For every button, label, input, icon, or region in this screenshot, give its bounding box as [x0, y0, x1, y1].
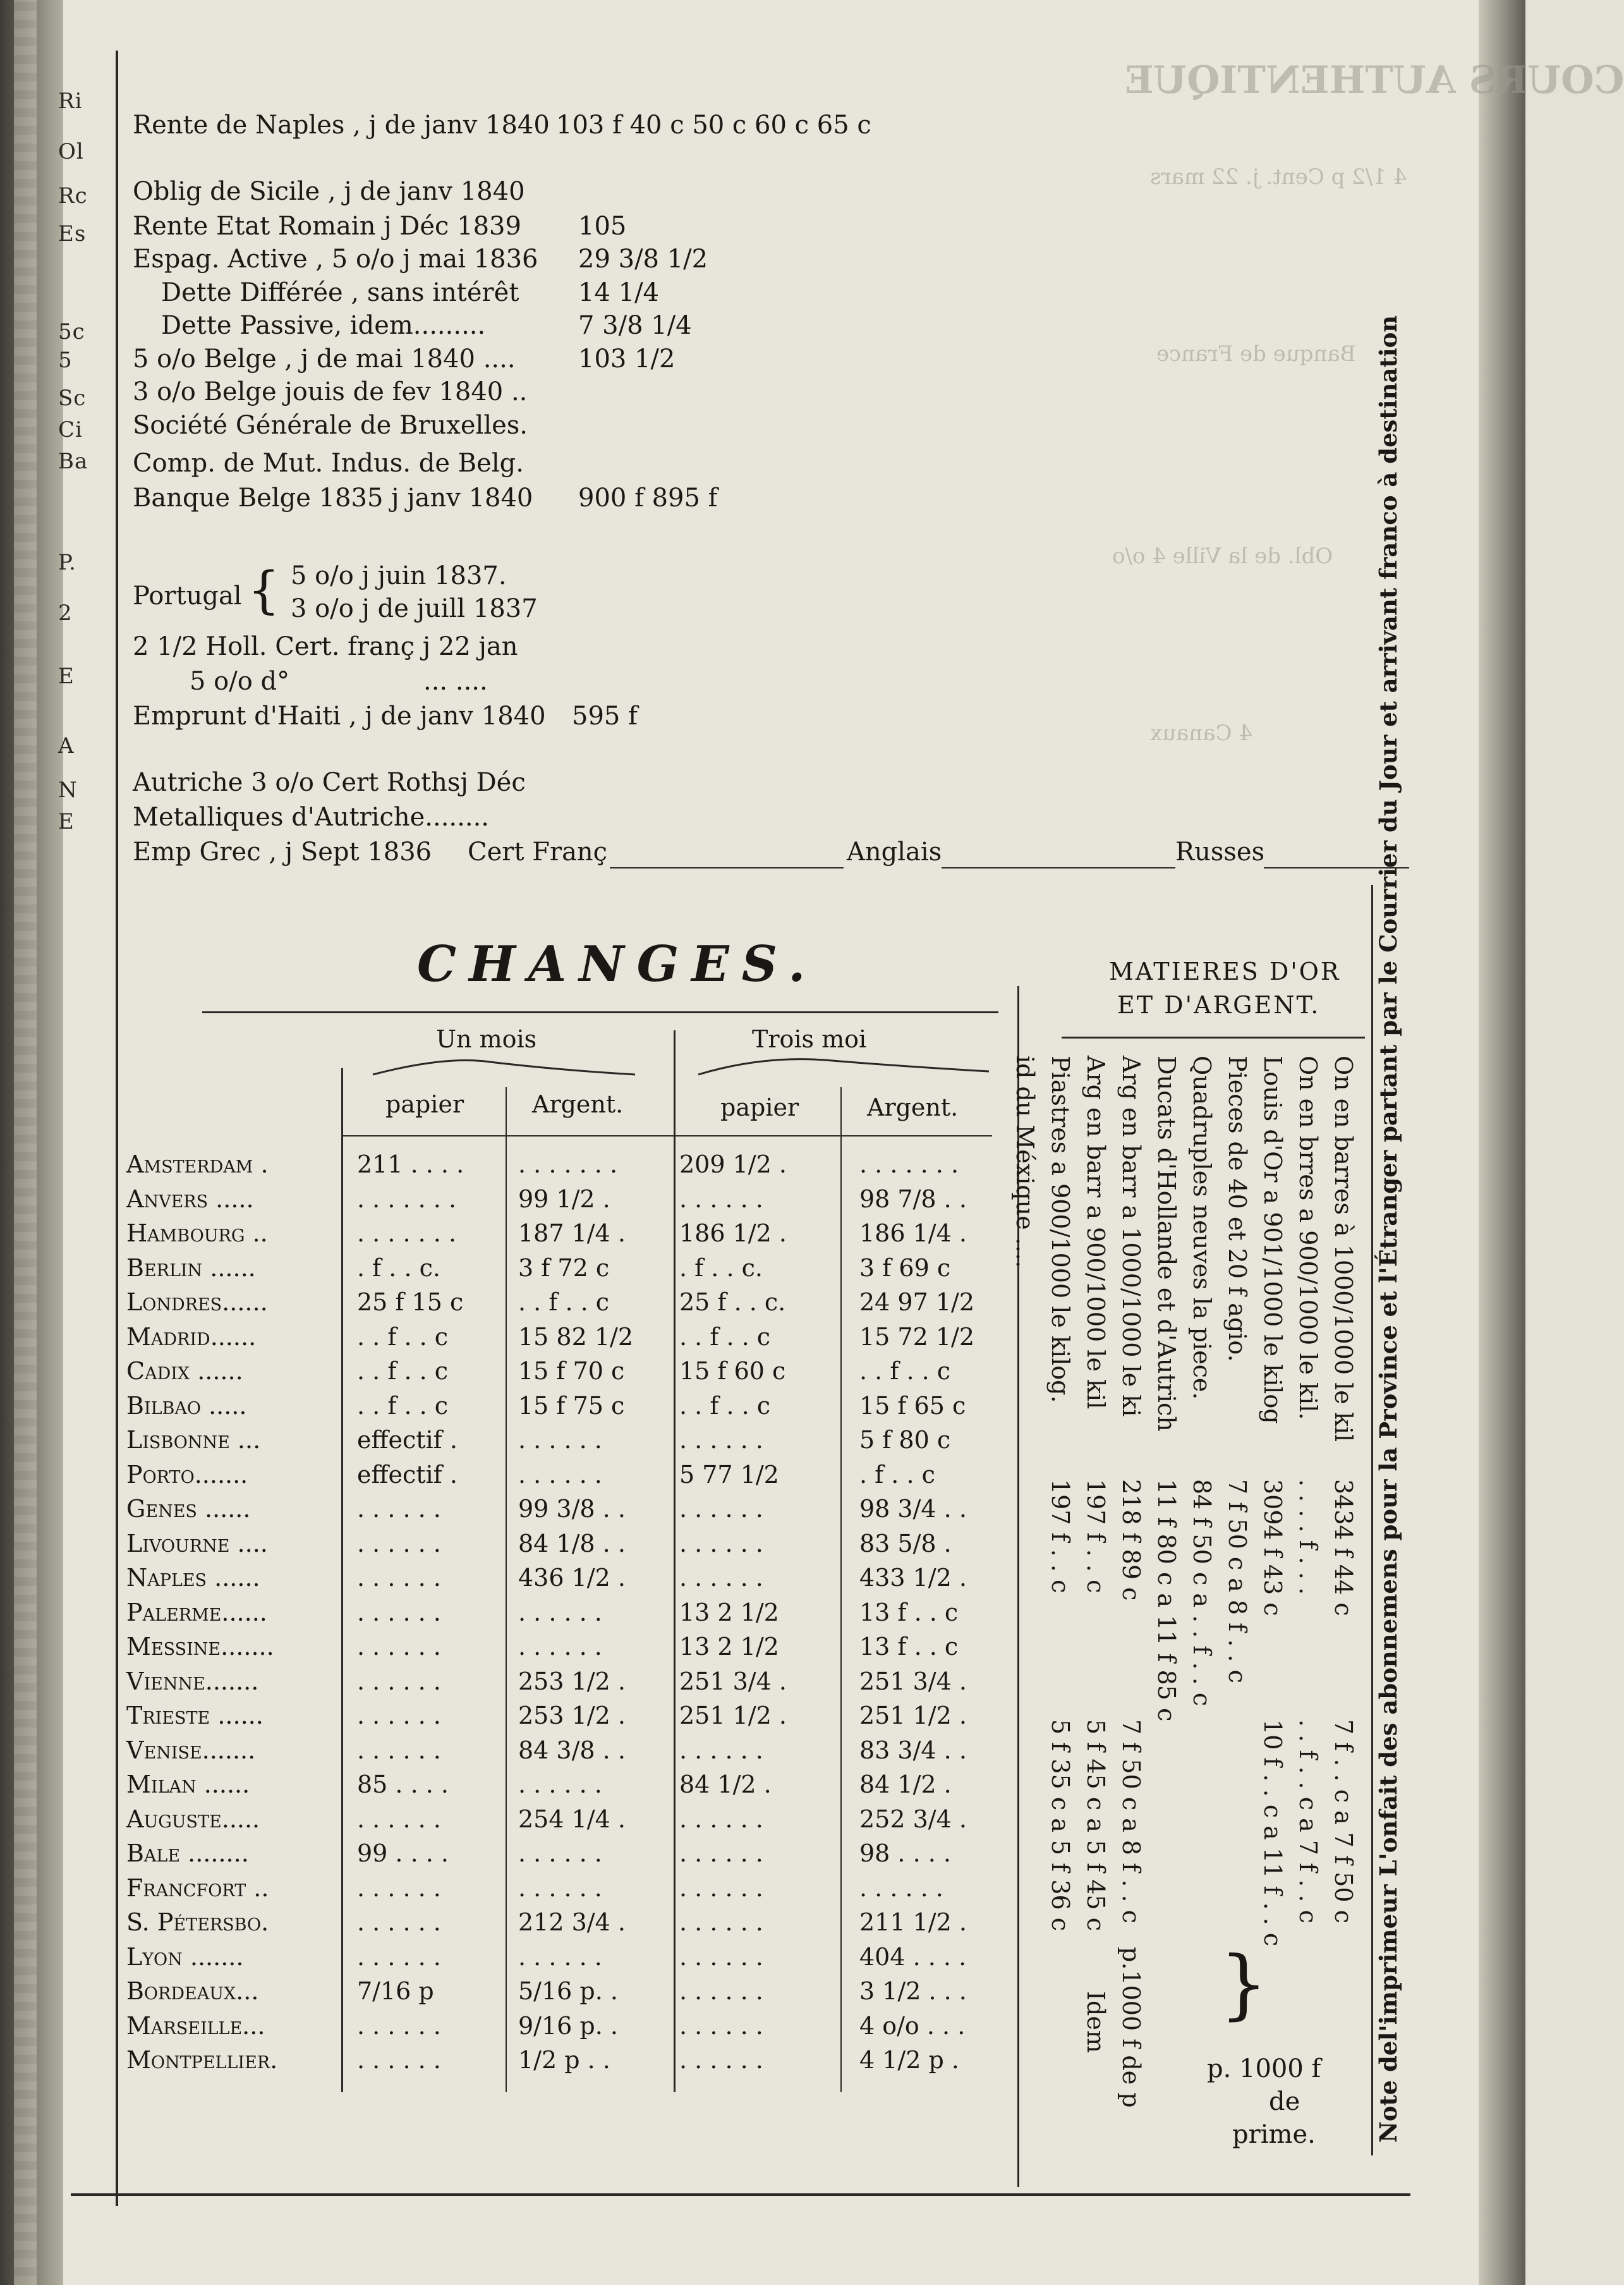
- bourse-name: Rente Etat Romain j Déc 1839: [133, 212, 521, 241]
- city-name: Porto.......: [126, 1461, 248, 1489]
- cell-papier-1: . . . . . .: [357, 2046, 441, 2074]
- city-name: Madrid......: [126, 1323, 257, 1351]
- cell-papier-3: . . . . . .: [679, 2046, 763, 2074]
- cell-papier-3: 251 1/2 .: [679, 1702, 787, 1729]
- changes-mid-rule: [674, 1030, 676, 2092]
- cell-papier-1: . . . . . .: [357, 1702, 441, 1729]
- cell-argent-3: 13 f . . c: [859, 1633, 959, 1660]
- cell-papier-3: . . . . . .: [679, 1736, 763, 1764]
- cell-argent-1: . . f . . c: [518, 1288, 610, 1316]
- bourse-name: 2 1/2 Holl. Cert. franç j 22 jan: [133, 632, 518, 661]
- cell-argent-1: 15 82 1/2: [518, 1323, 634, 1351]
- city-name: Londres......: [126, 1288, 268, 1316]
- cell-papier-1: . . . . . .: [357, 1874, 441, 1902]
- city-name: Bale ........: [126, 1839, 249, 1867]
- matieres-rule-top: [1062, 1037, 1365, 1039]
- cell-argent-3: 15 f 65 c: [859, 1392, 966, 1420]
- cell-papier-3: . . f . . c: [679, 1392, 771, 1420]
- cell-argent-1: 3 f 72 c: [518, 1254, 610, 1282]
- bourse-name: Emprunt d'Haiti , j de janv 1840: [133, 702, 546, 731]
- cell-papier-1: . f . . c.: [357, 1254, 440, 1282]
- cell-argent-1: 99 3/8 . .: [518, 1495, 626, 1523]
- matiere-extra: 5 f 45 c a 5 f 45 c: [1082, 1719, 1110, 1932]
- bourse-name: 5 o/o Belge , j de mai 1840 ....: [133, 344, 516, 374]
- cell-argent-3: 98 3/4 . .: [859, 1495, 967, 1523]
- city-name: Venise.......: [126, 1736, 256, 1764]
- cell-papier-1: . . . . . .: [357, 1599, 441, 1626]
- margin-fragment: E: [58, 809, 75, 834]
- cell-argent-3: 4 o/o . . .: [859, 2012, 966, 2040]
- city-name: Amsterdam .: [126, 1150, 269, 1178]
- cell-argent-1: 1/2 p . .: [518, 2046, 610, 2074]
- header-swash: [370, 1052, 995, 1084]
- cell-papier-1: . . f . . c: [357, 1392, 449, 1420]
- header-under-rule: [341, 1135, 992, 1136]
- bourse-name: 5 o/o d°: [190, 667, 290, 696]
- city-name: Francfort ..: [126, 1874, 269, 1902]
- city-name: Cadix ......: [126, 1357, 243, 1385]
- bourse-name: Espag. Active , 5 o/o j mai 1836: [133, 245, 538, 274]
- cell-argent-3: . f . . c: [859, 1461, 935, 1489]
- bleed-through: COURS AUTHENTIQUE: [1125, 58, 1624, 102]
- header-un-mois: Un mois: [436, 1025, 537, 1053]
- cell-argent-3: . . . . . . .: [859, 1150, 959, 1178]
- cell-papier-1: . . . . . .: [357, 1667, 441, 1695]
- cell-argent-3: 251 3/4 .: [859, 1667, 967, 1695]
- cell-argent-3: 83 3/4 . .: [859, 1736, 967, 1764]
- bourse-value: ... ....: [423, 667, 488, 696]
- matiere-value: 3094 f 43 c: [1259, 1479, 1287, 1616]
- cell-papier-1: . . . . . . .: [357, 1185, 457, 1213]
- margin-fragment: 5c: [58, 319, 85, 344]
- portugal-line-1: 5 o/o j juin 1837.: [291, 561, 507, 590]
- cell-argent-3: 252 3/4 .: [859, 1805, 967, 1833]
- cell-papier-3: 251 3/4 .: [679, 1667, 787, 1695]
- cell-argent-1: 187 1/4 .: [518, 1219, 626, 1247]
- fill-line: [610, 867, 844, 868]
- cell-argent-1: 436 1/2 .: [518, 1564, 626, 1592]
- matiere-extra: 7 f . . c a 7 f 50 c: [1330, 1719, 1357, 1923]
- cell-argent-3: 5 f 80 c: [859, 1426, 951, 1454]
- cell-papier-1: 211 . . . .: [357, 1150, 464, 1178]
- bourse-value: 103 1/2: [578, 344, 676, 374]
- changes-top-rule: [202, 1011, 998, 1013]
- grec-russes: Russes: [1175, 838, 1265, 867]
- cell-argent-1: 99 1/2 .: [518, 1185, 610, 1213]
- cell-argent-1: . . . . . .: [518, 1461, 602, 1489]
- brace: {: [248, 561, 280, 619]
- margin-fragment: Sc: [58, 386, 87, 411]
- margin-fragment: P.: [58, 550, 76, 575]
- cell-papier-1: . . . . . .: [357, 1564, 441, 1592]
- cell-papier-3: 13 2 1/2: [679, 1633, 779, 1660]
- cell-papier-3: . . . . . .: [679, 2012, 763, 2040]
- matiere-value: 3434 f 44 c: [1330, 1479, 1357, 1616]
- matiere-extra: 10 f . . c a 11 f . . c: [1259, 1719, 1287, 1947]
- cell-argent-3: 15 72 1/2: [859, 1323, 975, 1351]
- cell-argent-1: 253 1/2 .: [518, 1667, 626, 1695]
- matieres-title-1: MATIERES D'OR: [1109, 958, 1341, 985]
- header-trois-mois: Trois moi: [752, 1025, 867, 1053]
- cell-papier-1: . . f . . c: [357, 1323, 449, 1351]
- header-papier-3: papier: [720, 1094, 799, 1121]
- margin-fragment: Rc: [58, 183, 88, 209]
- matiere-value: . . . . f . . .: [1294, 1479, 1322, 1595]
- matiere-value: 197 f . . c: [1082, 1479, 1110, 1593]
- cell-argent-1: . . . . . .: [518, 1599, 602, 1626]
- cell-argent-1: 253 1/2 .: [518, 1702, 626, 1729]
- bourse-value: 7 3/8 1/4: [578, 311, 692, 340]
- city-name: Palerme......: [126, 1599, 267, 1626]
- header-argent-3: Argent.: [867, 1094, 959, 1121]
- cell-papier-3: . . . . . .: [679, 1530, 763, 1557]
- matiere-label: Louis d'Or a 901/1000 le kilog: [1259, 1056, 1287, 1424]
- cell-papier-1: . . . . . .: [357, 1805, 441, 1833]
- portugal-line-2: 3 o/o j de juill 1837: [291, 594, 538, 623]
- matiere-label: On en brres a 900/1000 le kil.: [1294, 1056, 1322, 1420]
- margin-fragment: Ba: [58, 449, 88, 474]
- city-name: Bilbao .....: [126, 1392, 247, 1420]
- matiere-value: 11 f 80 c a 11 f 85 c: [1153, 1479, 1180, 1722]
- cell-argent-1: . . . . . .: [518, 1426, 602, 1454]
- cell-papier-1: 7/16 p: [357, 1977, 434, 2005]
- header-papier-1: papier: [385, 1090, 464, 1118]
- matiere-extra: 7 f 50 c a 8 f . . c: [1117, 1719, 1145, 1923]
- bleed-through: 4 Canaux: [1150, 721, 1252, 746]
- cell-argent-3: 98 7/8 . .: [859, 1185, 967, 1213]
- cell-papier-1: . . . . . .: [357, 1736, 441, 1764]
- bourse-value: 14 1/4: [578, 278, 659, 307]
- bleed-through: 4 1/2 p Cent. j. 22 mars: [1150, 164, 1407, 190]
- matiere-extra: 5 f 35 c a 5 f 36 c: [1046, 1719, 1074, 1932]
- city-name: Lyon .......: [126, 1943, 244, 1971]
- bourse-name: Rente de Naples , j de janv 1840: [133, 111, 550, 140]
- cell-argent-3: 24 97 1/2: [859, 1288, 975, 1316]
- cell-papier-3: . . . . . .: [679, 1943, 763, 1971]
- matiere-value: 197 f . . c: [1046, 1479, 1074, 1593]
- cell-papier-1: 25 f 15 c: [357, 1288, 464, 1316]
- matiere-value: 218 f 89 c: [1117, 1479, 1145, 1601]
- col-rule: [840, 1087, 842, 2092]
- cell-papier-3: 186 1/2 .: [679, 1219, 787, 1247]
- cell-argent-1: . . . . . .: [518, 1839, 602, 1867]
- bleed-through: Obl. de la Ville 4 o/o: [1112, 544, 1333, 569]
- city-name: Trieste ......: [126, 1702, 264, 1729]
- bourse-name: Metalliques d'Autriche........: [133, 803, 490, 832]
- city-name: Genes ......: [126, 1495, 251, 1523]
- prime: prime.: [1232, 2120, 1316, 2149]
- bottom-rule: [71, 2193, 1410, 2196]
- cell-papier-1: effectif .: [357, 1461, 458, 1489]
- city-name: Berlin ......: [126, 1254, 256, 1282]
- bourse-value: 595 f: [572, 702, 638, 731]
- grec-name: Emp Grec , j Sept 1836: [133, 838, 432, 867]
- bleed-through: Banque de France: [1156, 341, 1356, 367]
- cell-argent-1: . . . . . .: [518, 1943, 602, 1971]
- cell-papier-3: . . . . . .: [679, 1977, 763, 2005]
- cell-papier-1: 85 . . . .: [357, 1770, 449, 1798]
- cell-papier-3: 13 2 1/2: [679, 1599, 779, 1626]
- city-name: Naples ......: [126, 1564, 260, 1592]
- cell-papier-3: 209 1/2 .: [679, 1150, 787, 1178]
- cell-papier-3: . . f . . c: [679, 1323, 771, 1351]
- cell-argent-1: . . . . . .: [518, 1633, 602, 1660]
- cell-argent-1: . . . . . . .: [518, 1150, 618, 1178]
- margin-fragment: Ci: [58, 417, 83, 442]
- next-page-edge: [1479, 0, 1525, 2285]
- cell-argent-1: 84 3/8 . .: [518, 1736, 626, 1764]
- matiere-label: id du Méxique ....: [1011, 1056, 1039, 1269]
- matiere-value: 84 f 50 c a . . f . . c: [1188, 1479, 1216, 1707]
- printer-note: Note del'imprimeur L'onfait des abonnemens pour la Province et l'Étranger partant par le Courrier du Jour et arrivant franco à destination: [1374, 315, 1402, 2143]
- bourse-name: Dette Différée , sans intérêt: [161, 278, 519, 307]
- cell-papier-3: . . . . . .: [679, 1839, 763, 1867]
- cell-papier-1: . . . . . .: [357, 1495, 441, 1523]
- cell-argent-3: 211 1/2 .: [859, 1908, 967, 1936]
- city-name: S. Pétersbo.: [126, 1908, 269, 1936]
- bourse-name: Banque Belge 1835 j janv 1840: [133, 484, 533, 513]
- cell-papier-1: . . . . . .: [357, 1943, 441, 1971]
- matiere-label: Arg en barr a 1000/1000 le ki: [1117, 1056, 1145, 1417]
- cell-argent-3: 13 f . . c: [859, 1599, 959, 1626]
- city-name: Anvers .....: [126, 1185, 254, 1213]
- cell-argent-3: 251 1/2 .: [859, 1702, 967, 1729]
- city-name: Lisbonne ...: [126, 1426, 261, 1454]
- cell-argent-1: 9/16 p. .: [518, 2012, 618, 2040]
- cell-papier-3: . . . . . .: [679, 1805, 763, 1833]
- bourse-name: Dette Passive, idem.........: [161, 311, 486, 340]
- matiere-label: Quadruples neuves la piece.: [1188, 1056, 1216, 1400]
- matiere-label: Piastres a 900/1000 le kilog.: [1046, 1056, 1074, 1403]
- cell-papier-3: . . . . . .: [679, 1426, 763, 1454]
- cell-argent-1: . . . . . .: [518, 1770, 602, 1798]
- fill-line: [942, 867, 1175, 868]
- matiere-value: 7 f 50 c a 8 f . . c: [1223, 1479, 1251, 1683]
- cell-argent-3: 4 1/2 p .: [859, 2046, 959, 2074]
- cell-papier-1: . . . . . .: [357, 2012, 441, 2040]
- cell-papier-1: . . . . . .: [357, 1908, 441, 1936]
- cell-papier-3: . . . . . .: [679, 1185, 763, 1213]
- city-name: Bordeaux...: [126, 1977, 259, 2005]
- changes-title: CHANGES.: [417, 935, 818, 993]
- margin-fragment: E: [58, 664, 75, 689]
- cell-argent-3: . . f . . c: [859, 1357, 951, 1385]
- cell-papier-3: 25 f . . c.: [679, 1288, 786, 1316]
- matiere-idem: Idem: [1082, 1991, 1110, 2053]
- matieres-title-2: ET D'ARGENT.: [1117, 991, 1321, 1019]
- city-name: Vienne.......: [126, 1667, 259, 1695]
- cell-argent-1: 212 3/4 .: [518, 1908, 626, 1936]
- cell-papier-1: . . . . . .: [357, 1633, 441, 1660]
- city-name: Livourne ....: [126, 1530, 268, 1557]
- column-rule: [116, 51, 118, 2206]
- col-rule: [506, 1087, 507, 2092]
- bourse-value: 103 f 40 c 50 c 60 c 65 c: [556, 111, 871, 140]
- city-name: Marseille...: [126, 2012, 265, 2040]
- p1000: p. 1000 f: [1207, 2054, 1321, 2083]
- bourse-name: Comp. de Mut. Indus. de Belg.: [133, 449, 524, 478]
- cell-papier-3: . . . . . .: [679, 1908, 763, 1936]
- margin-fragment: A: [58, 733, 75, 759]
- cell-argent-3: 84 1/2 .: [859, 1770, 952, 1798]
- matiere-label: On en barres à 1000/1000 le kil: [1330, 1056, 1357, 1442]
- bourse-name: Autriche 3 o/o Cert Rothsj Déc: [133, 768, 526, 797]
- bourse-value: 105: [578, 212, 627, 241]
- city-name: Auguste.....: [126, 1805, 260, 1833]
- matiere-label: Ducats d'Hollande et d'Autrich: [1153, 1056, 1180, 1432]
- cell-papier-3: . . . . . .: [679, 1495, 763, 1523]
- cell-papier-1: . . . . . . .: [357, 1219, 457, 1247]
- col-rule: [341, 1068, 343, 2092]
- cell-papier-3: 84 1/2 .: [679, 1770, 772, 1798]
- cell-papier-3: . . . . . .: [679, 1564, 763, 1592]
- bourse-value: 900 f 895 f: [578, 484, 718, 513]
- cell-argent-1: 84 1/8 . .: [518, 1530, 626, 1557]
- cell-argent-1: 254 1/4 .: [518, 1805, 626, 1833]
- cell-argent-1: 15 f 70 c: [518, 1357, 625, 1385]
- margin-fragment: Es: [58, 221, 87, 247]
- cell-argent-3: 186 1/4 .: [859, 1219, 967, 1247]
- matiere-ap: p.1000 f de p: [1117, 1947, 1145, 2108]
- cell-papier-1: effectif .: [357, 1426, 458, 1454]
- cell-papier-1: . . f . . c: [357, 1357, 449, 1385]
- cell-argent-1: 15 f 75 c: [518, 1392, 625, 1420]
- margin-fragment: 2: [58, 600, 73, 626]
- cell-argent-1: . . . . . .: [518, 1874, 602, 1902]
- cell-papier-3: . . . . . .: [679, 1874, 763, 1902]
- grec-anglais: Anglais: [847, 838, 942, 867]
- cell-papier-3: 5 77 1/2: [679, 1461, 779, 1489]
- book-spine: [0, 0, 63, 2285]
- city-name: Montpellier.: [126, 2046, 278, 2074]
- city-name: Messine.......: [126, 1633, 274, 1660]
- city-name: Hambourg ..: [126, 1219, 268, 1247]
- note-rule: [1371, 885, 1373, 2155]
- margin-fragment: Ol: [58, 139, 84, 164]
- portugal-label: Portugal: [133, 582, 242, 611]
- de: de: [1269, 2087, 1300, 2116]
- cell-papier-1: . . . . . .: [357, 1530, 441, 1557]
- bourse-name: 3 o/o Belge jouis de fev 1840 ..: [133, 377, 528, 406]
- matiere-label: Arg en barr a 900/1000 le kil: [1082, 1056, 1110, 1410]
- cell-papier-1: 99 . . . .: [357, 1839, 449, 1867]
- cell-argent-3: 3 f 69 c: [859, 1254, 951, 1282]
- cell-argent-3: 98 . . . .: [859, 1839, 951, 1867]
- cell-argent-1: 5/16 p. .: [518, 1977, 618, 2005]
- margin-fragment: Ri: [58, 88, 83, 114]
- cell-argent-3: 404 . . . .: [859, 1943, 967, 1971]
- cell-argent-3: 433 1/2 .: [859, 1564, 967, 1592]
- bourse-name: Société Générale de Bruxelles.: [133, 411, 528, 440]
- cell-papier-3: 15 f 60 c: [679, 1357, 786, 1385]
- matiere-label: Pieces de 40 et 20 f agio.: [1223, 1056, 1251, 1362]
- brace: }: [1220, 1941, 1268, 2028]
- bourse-value: 29 3/8 1/2: [578, 245, 708, 274]
- margin-fragment: 5: [58, 348, 73, 373]
- grec-cert: Cert Franç: [468, 838, 608, 867]
- margin-fragment: N: [58, 777, 78, 803]
- cell-argent-3: 83 5/8 .: [859, 1530, 952, 1557]
- bourse-name: Oblig de Sicile , j de janv 1840: [133, 177, 525, 206]
- cell-argent-3: . . . . . .: [859, 1874, 943, 1902]
- header-argent-1: Argent.: [532, 1090, 624, 1118]
- cell-argent-3: 3 1/2 . . .: [859, 1977, 967, 2005]
- matiere-extra: . . f . . c a 7 f . . c: [1294, 1719, 1322, 1923]
- city-name: Milan ......: [126, 1770, 250, 1798]
- cell-papier-3: . f . . c.: [679, 1254, 763, 1282]
